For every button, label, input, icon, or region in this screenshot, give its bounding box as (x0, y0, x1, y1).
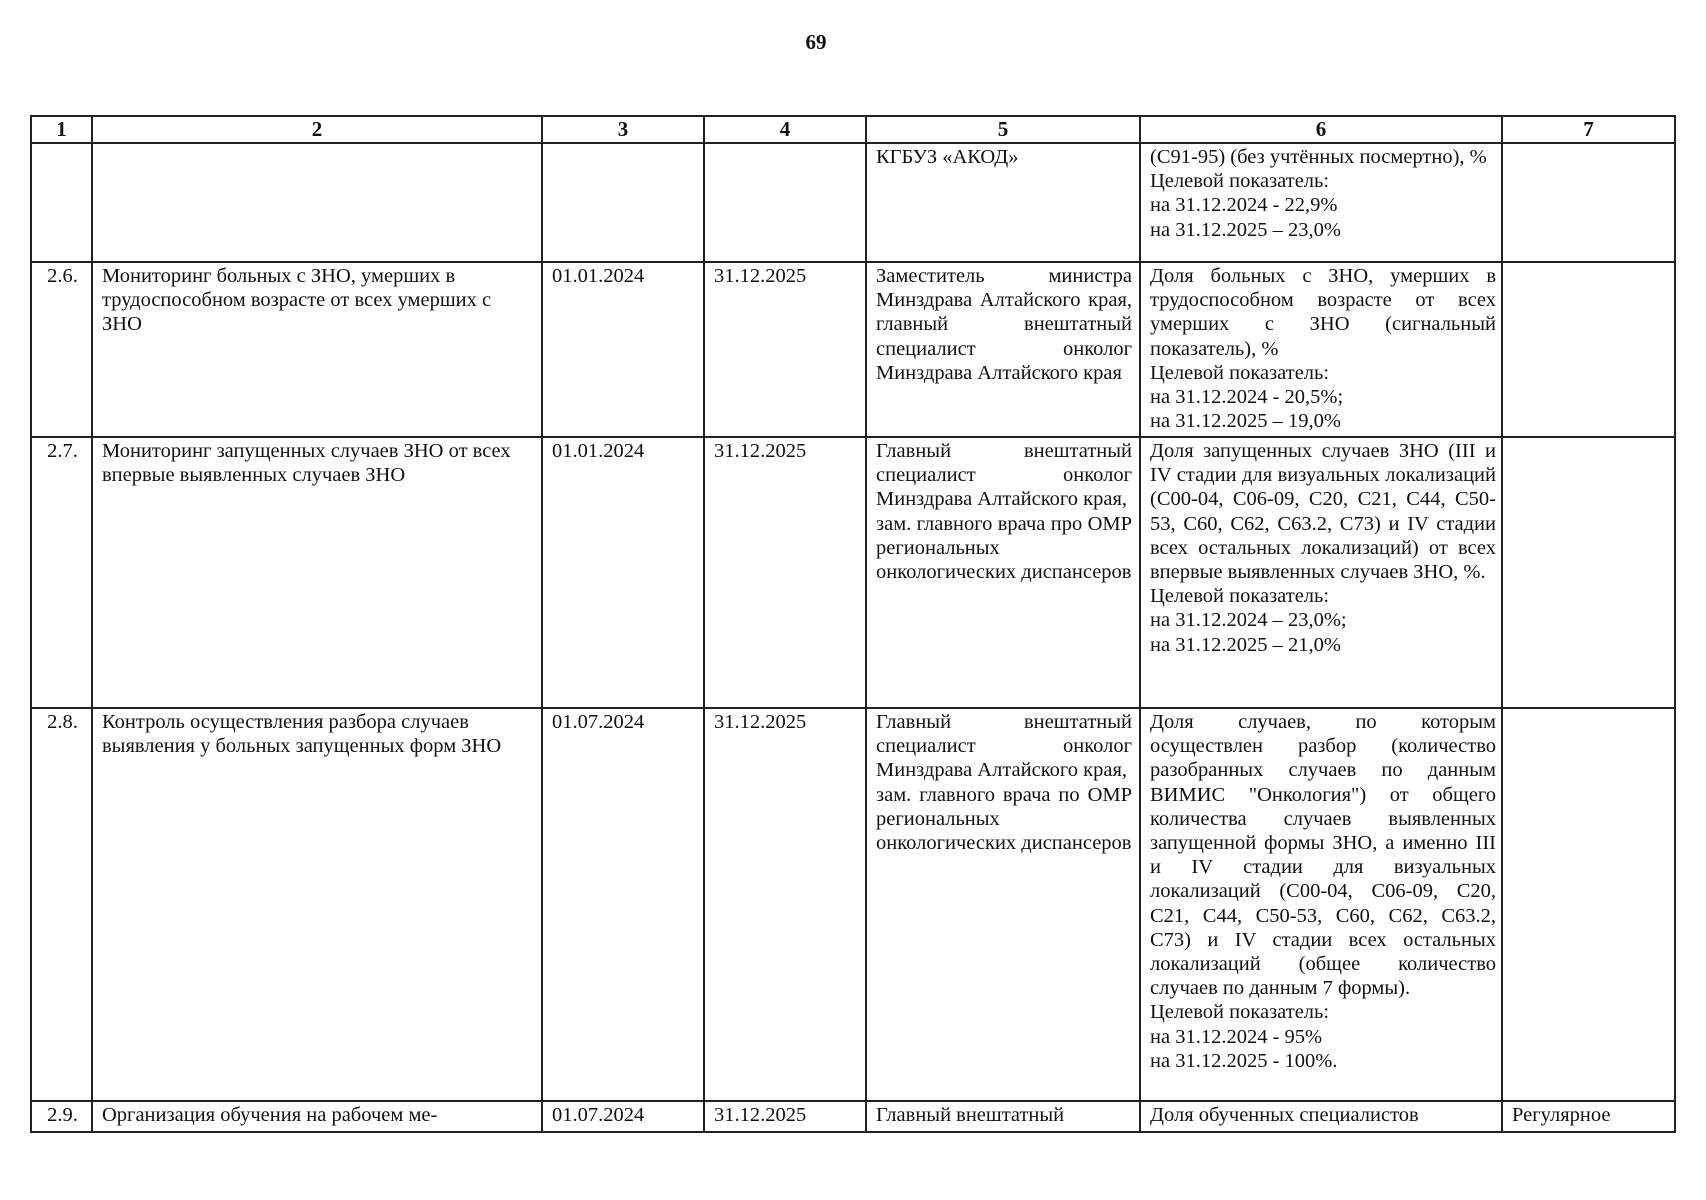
table-row (31, 262, 1675, 437)
table-row (31, 1101, 1675, 1132)
result-cell (1502, 708, 1675, 1101)
measures-table (30, 115, 1676, 1133)
activity-cell: Контроль осуществления разбора случаев выявления у больных запущенных форм ЗНО (92, 708, 542, 1101)
end-date-cell: 31.12.2025 (704, 708, 866, 1101)
header-col-4: 4 (704, 116, 866, 143)
end-date-cell: 31.12.2025 (704, 262, 866, 437)
header-col-7: 7 (1502, 116, 1675, 143)
indicator-cell: Доля обученных специалистов (1140, 1101, 1502, 1132)
row-number (31, 143, 92, 262)
table-row (31, 708, 1675, 1101)
table-row (31, 143, 1675, 262)
end-date-cell: 31.12.2025 (704, 1101, 866, 1132)
header-col-6: 6 (1140, 116, 1502, 143)
responsible-cell: Заместитель министра Минздрава Алтайского края, главный внештатный специалист онколог Минздрава Алтайского края (866, 262, 1140, 437)
row-number: 2.8. (31, 708, 92, 1101)
activity-cell: Мониторинг запущенных случаев ЗНО от всех впервые выявленных случаев ЗНО (92, 437, 542, 708)
responsible-cell: Главный внештатный специалист онколог Минздрава Алтайского края, зам. главного врача по ОМР региональных онкологических диспансеров (866, 708, 1140, 1101)
end-date-cell: 31.12.2025 (704, 437, 866, 708)
start-date-cell: 01.01.2024 (542, 437, 704, 708)
page-number: 69 (805, 30, 827, 54)
activity-cell: Мониторинг больных с ЗНО, умерших в трудоспособном возрасте от всех умерших с ЗНО (92, 262, 542, 437)
header-col-3: 3 (542, 116, 704, 143)
indicator-cell: (С91-95) (без учтённых посмертно), % Целевой показатель: на 31.12.2024 - 22,9% на 31.12.2025 – 23,0% (1140, 143, 1502, 262)
result-cell (1502, 437, 1675, 708)
start-date-cell (542, 143, 704, 262)
indicator-cell: Доля случаев, по которым осуществлен разбор (количество разобранных случаев по данным ВИМИС "Онкология") от общего количества случаев выявленных запущенной формы ЗНО, а именно III и IV стадии для визуальных локализаций (С00-04, С06-09, С20, С21, С44, С50-53, С60, С62, С63.2, С73) и IV стадии всех остальных локализаций (общее количество случаев по данным 7 формы). Целевой показатель: на 31.12.2024 - 95% на 31.12.2025 - 100%. (1140, 708, 1502, 1101)
result-cell (1502, 262, 1675, 437)
activity-cell (92, 143, 542, 262)
row-number: 2.7. (31, 437, 92, 708)
start-date-cell: 01.07.2024 (542, 708, 704, 1101)
header-col-2: 2 (92, 116, 542, 143)
start-date-cell: 01.01.2024 (542, 262, 704, 437)
row-number: 2.9. (31, 1101, 92, 1132)
header-col-5: 5 (866, 116, 1140, 143)
result-cell (1502, 143, 1675, 262)
result-cell: Регулярное (1502, 1101, 1675, 1132)
activity-cell: Организация обучения на рабочем ме- (92, 1101, 542, 1132)
header-col-1: 1 (31, 116, 92, 143)
table-header-row (31, 116, 1675, 143)
table-row (31, 437, 1675, 708)
indicator-cell: Доля запущенных случаев ЗНО (III и IV стадии для визуальных локализаций (С00-04, С06-09, С20, С21, С44, С50-53, С60, С62, С63.2, С73) и IV стадии всех остальных локализаций) от всех впервые выявленных случаев ЗНО, %. Целевой показатель: на 31.12.2024 – 23,0%; на 31.12.2025 – 21,0% (1140, 437, 1502, 708)
row-number: 2.6. (31, 262, 92, 437)
start-date-cell: 01.07.2024 (542, 1101, 704, 1132)
responsible-cell: Главный внештатный специалист онколог Минздрава Алтайского края, зам. главного врача про ОМР региональных онкологических диспансеров (866, 437, 1140, 708)
responsible-cell: КГБУЗ «АКОД» (866, 143, 1140, 262)
indicator-cell: Доля больных с ЗНО, умерших в трудоспособном возрасте от всех умерших с ЗНО (сигнальный показатель), % Целевой показатель: на 31.12.2024 - 20,5%; на 31.12.2025 – 19,0% (1140, 262, 1502, 437)
end-date-cell (704, 143, 866, 262)
responsible-cell: Главный внештатный (866, 1101, 1140, 1132)
